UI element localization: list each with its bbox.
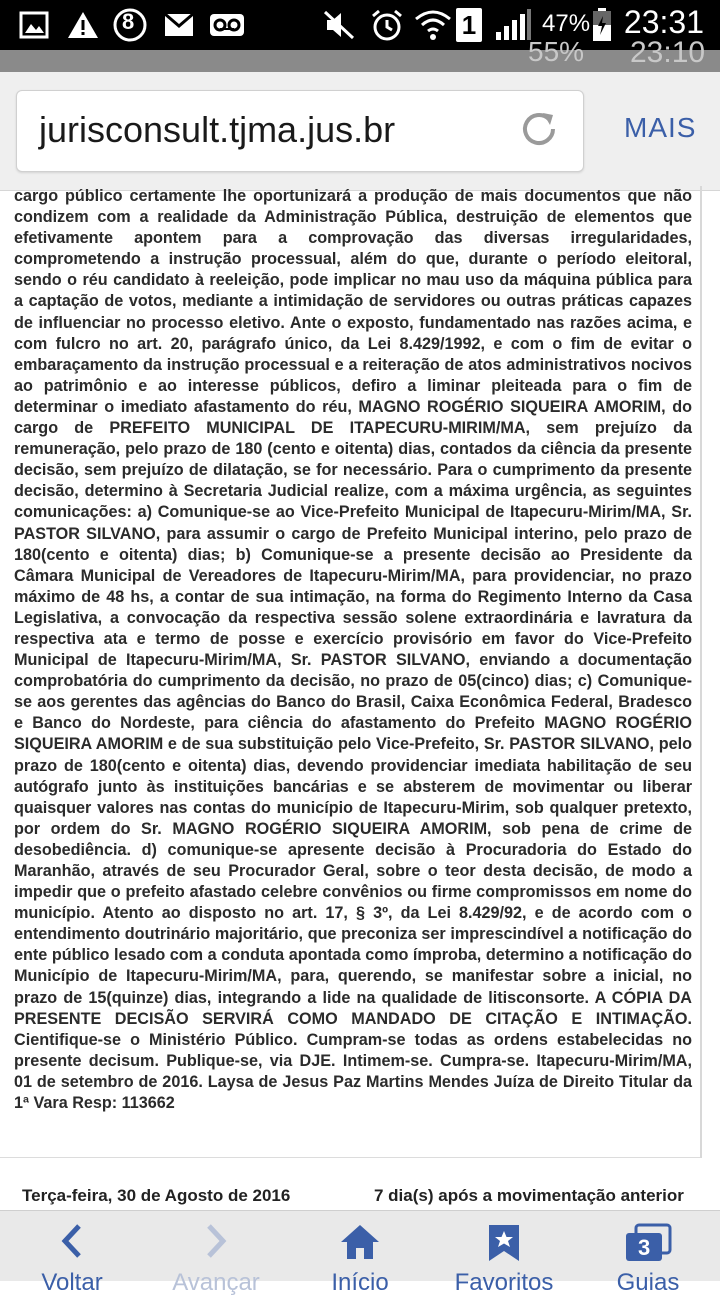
signal-icon xyxy=(494,8,532,42)
tabs-label: Guias xyxy=(616,1269,680,1296)
home-label: Início xyxy=(331,1269,389,1296)
status-bar xyxy=(0,0,720,50)
tabs-button[interactable] xyxy=(576,1211,720,1296)
ghost-time: 23:10 xyxy=(630,36,706,69)
forward-icon xyxy=(203,1223,229,1263)
bottom-navigation xyxy=(0,1210,720,1296)
notification-count: 8 xyxy=(122,9,135,34)
battery-icon xyxy=(592,8,612,42)
mail-icon xyxy=(162,8,196,42)
alarm-icon xyxy=(370,8,404,42)
movement-note: 7 dia(s) após a movimentação anterior xyxy=(374,1186,684,1205)
decision-text: cargo público certamente lhe oportunizará a produção de mais documentos que não condizem com a realidade da Administração Pública, destruição de elementos que efetivamente apontem para a comprovação das diversas irregularidades, comprometendo a instrução processual, além do que, durante o período eleitoral, sendo o réu candidato à reeleição, pode implicar no mau uso da máquina pública para a captação de votos, mediante a intimidação de servidores ou outras práticas capazes de influenciar no processo eletivo. Ante o exposto, fundamentado nas razões acima, e com fulcro no art. 20, parágrafo único, da Lei 8.429/1992, e com o fim de evitar o embaraçamento da instrução processual e a reiteração de atos administrativos nocivos ao patrimônio e ao interesse públicos, defiro a liminar pleiteada para o fim de determinar o imediato afastamento do réu, MAGNO ROGÉRIO SIQUEIRA AMORIM, do cargo de PREFEITO MUNICIPAL DE ITAPECURU-MIRIM/MA, sem prejuízo da remuneração, pelo prazo de 180 (cento e oitenta) dias, contados da ciência da presente decisão, sem prejuízo de dilatação, se for necessário. Para o cumprimento da presente decisão, determino à Secretaria Judicial realize, com a máxima urgência, as seguintes comunicações: a) Comunique-se ao Vice-Prefeito Municipal de Itapecuru-Mirim/MA, Sr. PASTOR SILVANO, para assumir o cargo de Prefeito Municipal interino, pelo prazo de 180(cento e oitenta) dias; b) Comunique-se a presente decisão ao Presidente da Câmara Municipal de Vereadores de Itapecuru-Mirim/MA, para providenciar, no prazo máximo de 48 hs, a contar de sua intimação, na forma do Regimento Interno da Casa Legislativa, a convocação da respectiva sessão solene extraordinária e lavratura da respectiva ata e termo de posse e exercício provisório em favor do Vice-Prefeito Municipal de Itapecuru-Mirim/MA, Sr. PASTOR SILVANO, enviando a documentação comprobatória do cumprimento da decisão, no prazo de 05(cinco) dias; c) Comunique-se aos gerentes das agências do Banco do Brasil, Caixa Econômica Federal, Bradesco e Banco do Nordeste, para ciência do afastamento do Prefeito MAGNO ROGÉRIO SIQUEIRA AMORIM e de sua substituição pelo Vice-Prefeito, Sr. PASTOR SILVANO, pelo prazo de 180(cento e oitenta) dias, devendo providenciar imediata habilitação de seu autógrafo junto às instituições bancárias e se absterem de movimentar ou liberar quaisquer valores nas contas do município de Itapecuru-Mirim, sob qualquer pretexto, por ordem do Sr. MAGNO ROGÉRIO SIQUEIRA AMORIM, sob pena de crime de desobediência. d) comunique-se apresente decisão à Procuradoria do Estado do Maranhão, através de seu Procurador Geral, sobre o teor desta decisão, de modo a impedir que o prefeito afastado celebre convênios ou firme compromissos em nome do município. Atento ao disposto no art. 17, § 3º, da Lei 8.429/92, e de acordo com o entendimento doutrinário majoritário, que preconiza ser imprescindível a notificação do ente público lesado com a conduta apontada como ímproba, determino a notificação do Município de Itapecuru-Mirim/MA, para, querendo, se manifestar sobre a inicial, no prazo de 15(quinze) dias, integrando a lide na qualidade de litisconsorte. A CÓPIA DA PRESENTE DECISÃO SERVIRÁ COMO MANDADO DE CITAÇÃO E INTIMAÇÃO. Cientifique-se o Ministério Público. Cumpram-se todas as ordens estabelecidas no presente decisum. Publique-se, via DJE. Intimem-se. Cumpra-se. Itapecuru-Mirim/MA, 01 de setembro de 2016. Laysa de Jesus Paz Martins Mendes Juíza de Direito Titular da 1ª Vara Resp: 113662 xyxy=(14,187,692,1113)
sim-slot-number: 1 xyxy=(461,9,477,40)
overlay-strip xyxy=(0,36,720,72)
voicemail-icon xyxy=(208,8,246,42)
more-menu-button[interactable]: MAIS xyxy=(624,112,697,143)
reload-icon[interactable] xyxy=(517,107,561,151)
divider xyxy=(0,1157,700,1158)
content-border xyxy=(700,186,702,1158)
browser-toolbar xyxy=(0,72,720,191)
back-button[interactable] xyxy=(0,1211,144,1296)
battery-percent: 47% xyxy=(542,10,591,37)
mute-icon xyxy=(322,8,356,42)
forward-button[interactable] xyxy=(144,1211,288,1296)
tabs-count: 3 xyxy=(638,1235,651,1260)
forward-label: Avançar xyxy=(172,1269,260,1296)
url-text[interactable]: jurisconsult.tjma.jus.br xyxy=(39,109,396,150)
sim-slot-icon xyxy=(456,8,482,42)
movement-date: Terça-feira, 30 de Agosto de 2016 xyxy=(22,1186,291,1205)
address-bar[interactable] xyxy=(16,90,584,172)
back-icon xyxy=(59,1223,85,1263)
wifi-icon xyxy=(414,8,452,42)
bookmarks-label: Favoritos xyxy=(454,1269,554,1296)
bookmarks-button[interactable] xyxy=(432,1211,576,1296)
home-icon xyxy=(339,1223,381,1265)
image-icon xyxy=(18,8,50,42)
home-button[interactable] xyxy=(288,1211,432,1296)
back-label: Voltar xyxy=(41,1269,103,1296)
clock: 23:31 xyxy=(623,4,704,40)
ghost-battery: 55% xyxy=(528,36,585,67)
bookmark-icon xyxy=(487,1223,521,1267)
warning-icon xyxy=(66,8,100,42)
